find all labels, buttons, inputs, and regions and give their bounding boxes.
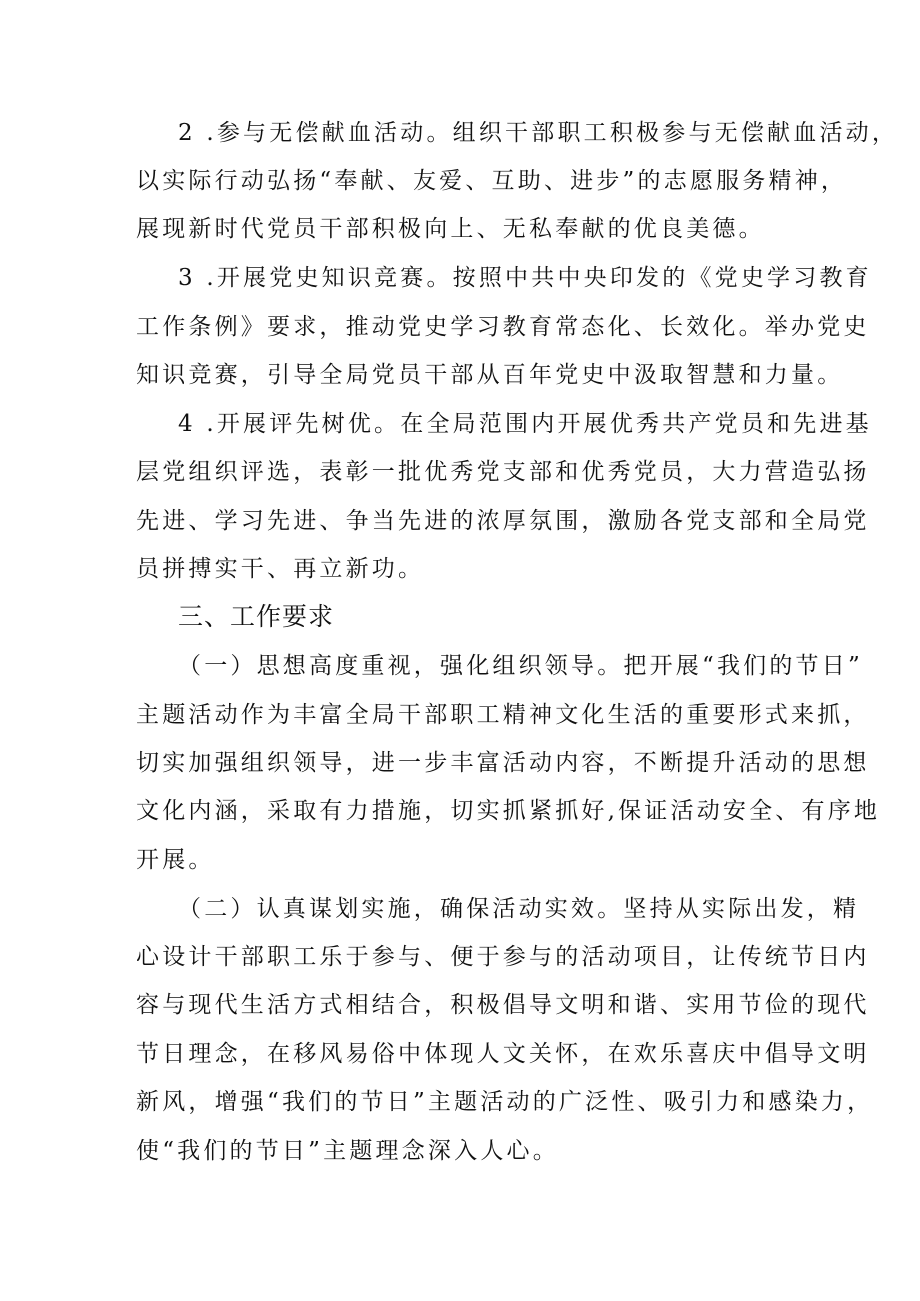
paragraph-2-line-2: 以实际行动弘扬“奉献、友爱、互助、进步”的志愿服务精神， <box>136 168 848 194</box>
section-heading: 三、工作要求 <box>178 602 335 631</box>
requirement-1-line-2: 主题活动作为丰富全局干部职工精神文化生活的重要形式来抓， <box>136 702 870 728</box>
requirement-2-line-6: 使“我们的节日”主题理念深入人心。 <box>136 1138 559 1164</box>
requirement-2-line-5: 新风，增强“我们的节日”主题活动的广泛性、吸引力和感染力， <box>136 1089 874 1115</box>
requirement-1-line-1: （一）思想高度重视，强化组织领导。把开展“我们的节日” <box>178 653 863 679</box>
paragraph-2-line-3: 展现新时代党员干部积极向上、无私奉献的优良美德。 <box>136 216 765 242</box>
requirement-2-line-1: （二）认真谋划实施，确保活动实效。坚持从实际出发，精 <box>178 896 860 922</box>
paragraph-3-line-1: 3 .开展党史知识竞赛。按照中共中央印发的《党史学习教育 <box>178 265 872 291</box>
paragraph-2-line-1: 2 .参与无偿献血活动。组织干部职工积极参与无偿献血活动， <box>178 120 899 146</box>
requirement-1-line-3: 切实加强组织领导，进一步丰富活动内容，不断提升活动的思想 <box>136 750 870 776</box>
paragraph-3-line-3: 知识竞赛，引导全局党员干部从百年党史中汲取智慧和力量。 <box>136 362 844 388</box>
requirement-1-line-5: 开展。 <box>136 847 215 873</box>
paragraph-4-line-2: 层党组织评选，表彰一批优秀党支部和优秀党员，大力营造弘扬 <box>136 459 870 485</box>
paragraph-4-line-1: 4 .开展评先树优。在全局范围内开展优秀共产党员和先进基 <box>178 411 872 437</box>
paragraph-3-line-2: 工作条例》要求，推动党史学习教育常态化、长效化。举办党史 <box>136 314 870 340</box>
requirement-1-line-4: 文化内涵，采取有力措施，切实抓紧抓好,保证活动安全、有序地 <box>136 798 881 824</box>
requirement-2-line-2: 心设计干部职工乐于参与、便于参与的活动项目，让传统节日内 <box>136 944 870 970</box>
paragraph-4-line-4: 员拼搏实干、再立新功。 <box>136 556 425 582</box>
requirement-2-line-4: 节日理念，在移风易俗中体现人文关怀，在欢乐喜庆中倡导文明 <box>136 1041 870 1067</box>
requirement-2-line-3: 容与现代生活方式相结合，积极倡导文明和谐、实用节俭的现代 <box>136 992 870 1018</box>
paragraph-4-line-3: 先进、学习先进、争当先进的浓厚氛围，激励各党支部和全局党 <box>136 508 870 534</box>
